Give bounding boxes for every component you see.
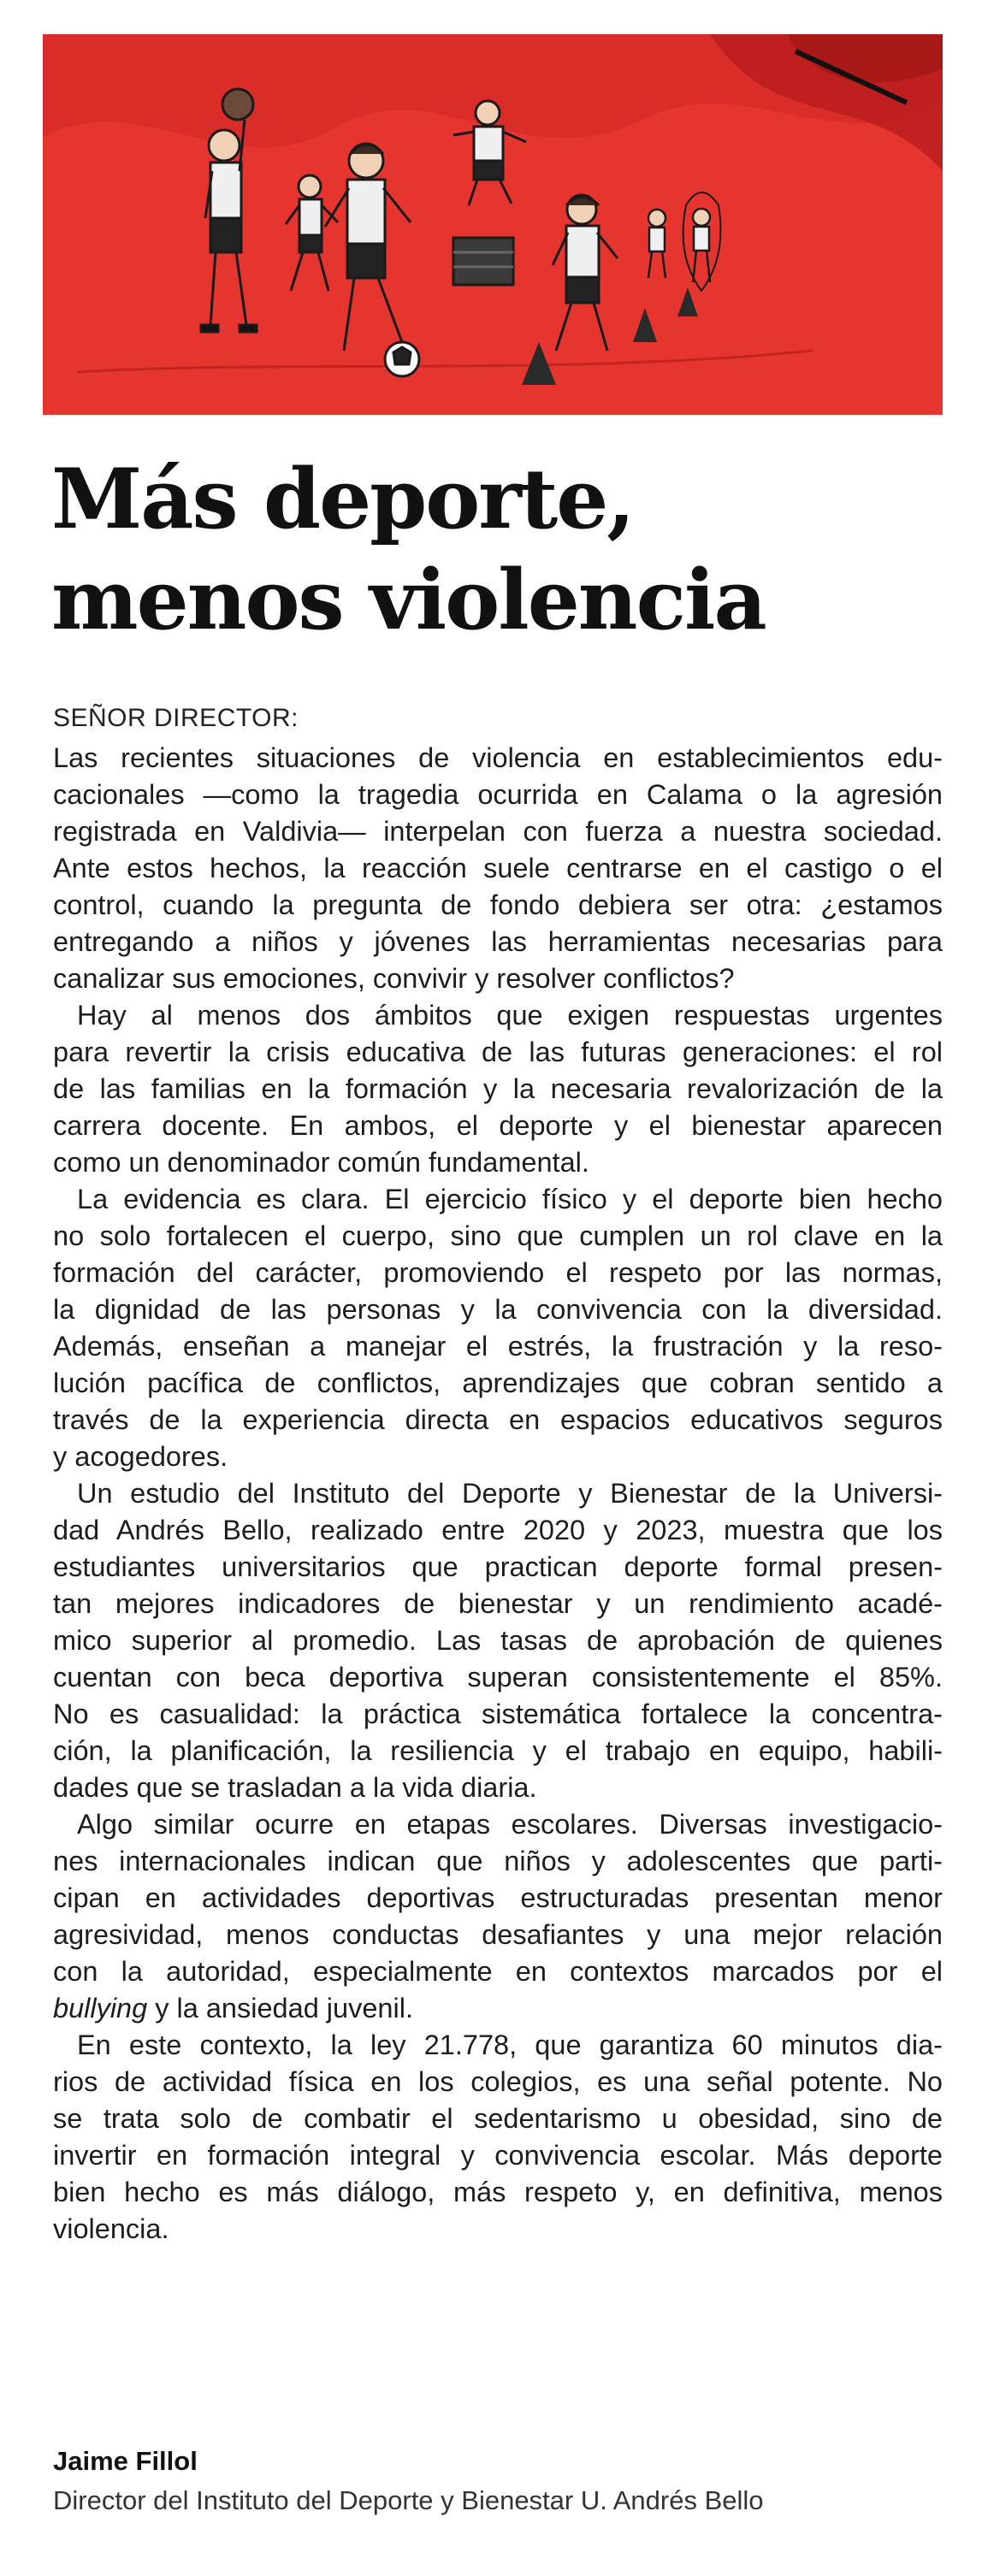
text-line: formación del carácter, promoviendo el respeto por las normas, xyxy=(53,1257,943,1288)
text-line: carrera docente. En ambos, el deporte y el bienestar aparecen xyxy=(53,1110,943,1141)
text-line: En este contexto, la ley 21.778, que garantiza 60 minutos dia- xyxy=(77,2029,943,2060)
text-line: la dignidad de las personas y la convivencia con la diversidad. xyxy=(53,1294,943,1325)
author-name: Jaime Fillol xyxy=(53,2446,198,2476)
text-line: agresividad, menos conductas desafiantes y una mejor relación xyxy=(53,1919,943,1950)
text-line: como un denominador común fundamental. xyxy=(53,1147,589,1178)
text-line: y acogedores. xyxy=(53,1441,228,1472)
text-line: cuentan con beca deportiva superan consistentemente el 85%. xyxy=(53,1662,943,1693)
paragraph xyxy=(53,1806,943,2027)
text-line: ción, la planificación, la resiliencia y el trabajo en equipo, habili- xyxy=(53,1735,943,1766)
paragraph xyxy=(53,740,943,997)
text-line: dad Andrés Bello, realizado entre 2020 y 2023, muestra que los xyxy=(53,1515,943,1545)
text-line: Un estudio del Instituto del Deporte y Bienestar de la Universi- xyxy=(77,1478,943,1509)
text-line: Algo similar ocurre en etapas escolares. Diversas investigacio- xyxy=(77,1809,943,1840)
text-line: con la autoridad, especialmente en contextos marcados por el xyxy=(53,1956,943,1987)
text-line: invertir en formación integral y convivencia escolar. Más deporte xyxy=(53,2140,943,2171)
text-line: de las familias en la formación y la necesaria revalorización de la xyxy=(53,1073,943,1104)
text-line: registrada en Valdivia— interpelan con fuerza a nuestra sociedad. xyxy=(53,816,943,847)
text-line: control, cuando la pregunta de fondo debiera ser otra: ¿estamos xyxy=(53,889,943,920)
text-line: rios de actividad física en los colegios, es una señal potente. No xyxy=(53,2066,943,2097)
text-line: tan mejores indicadores de bienestar y un rendimiento acadé- xyxy=(53,1588,943,1619)
text-line: bien hecho es más diálogo, más respeto y, en definitiva, menos xyxy=(53,2177,943,2207)
text-line: para revertir la crisis educativa de las futuras generaciones: el rol xyxy=(53,1037,943,1067)
paragraph xyxy=(53,997,943,1181)
text-line xyxy=(53,1990,943,2027)
text-line: Las recientes situaciones de violencia en establecimientos edu- xyxy=(53,742,943,773)
italic-term: bullying xyxy=(53,1993,148,2024)
text-line: canalizar sus emociones, convivir y resolver conflictos? xyxy=(53,963,735,994)
text-line: La evidencia es clara. El ejercicio físico y el deporte bien hecho xyxy=(77,1184,943,1214)
text-line: dades que se trasladan a la vida diaria. xyxy=(53,1772,537,1803)
text-line: mico superior al promedio. Las tasas de aprobación de quienes xyxy=(53,1625,943,1656)
paragraph xyxy=(53,2027,943,2248)
author-role: Director del Instituto del Deporte y Bienestar U. Andrés Bello xyxy=(53,2485,764,2515)
text-line: violencia. xyxy=(53,2213,169,2244)
text-line: Además, enseñan a manejar el estrés, la frustración y la reso- xyxy=(53,1331,943,1362)
letter-body xyxy=(53,740,943,2248)
text-line: nes internacionales indican que niños y adolescentes que parti- xyxy=(53,1846,943,1876)
paragraph xyxy=(53,1181,943,1475)
headline-line-2: menos violencia xyxy=(51,552,766,648)
text-line: Ante estos hechos, la reacción suele centrarse en el castigo o el xyxy=(53,853,943,883)
text-line: no solo fortalecen el cuerpo, sino que cumplen un rol clave en la xyxy=(53,1220,943,1251)
text-fragment: y la ansiedad juvenil. xyxy=(147,1993,413,2024)
text-line: estudiantes universitarios que practican deporte formal presen- xyxy=(53,1551,943,1582)
salutation: SEÑOR DIRECTOR: xyxy=(53,704,299,732)
headline-line-1: Más deporte, xyxy=(51,451,634,547)
text-line: cacionales —como la tragedia ocurrida en Calama o la agresión xyxy=(53,779,943,810)
text-line: lución pacífica de conflictos, aprendizajes que cobran sentido a xyxy=(53,1368,943,1398)
text-line: No es casualidad: la práctica sistemática fortalece la concentra- xyxy=(53,1699,943,1729)
text-line: través de la experiencia directa en espacios educativos seguros xyxy=(53,1404,943,1435)
text-line: cipan en actividades deportivas estructuradas presentan menor xyxy=(53,1882,943,1913)
text-line: se trata solo de combatir el sedentarismo u obesidad, sino de xyxy=(53,2103,943,2134)
headline xyxy=(51,449,941,651)
text-line: Hay al menos dos ámbitos que exigen respuestas urgentes xyxy=(77,1000,943,1031)
kids-playing-sports-illustration xyxy=(43,34,943,415)
paragraph xyxy=(53,1475,943,1806)
text-line: entregando a niños y jóvenes las herramientas necesarias para xyxy=(53,926,943,957)
